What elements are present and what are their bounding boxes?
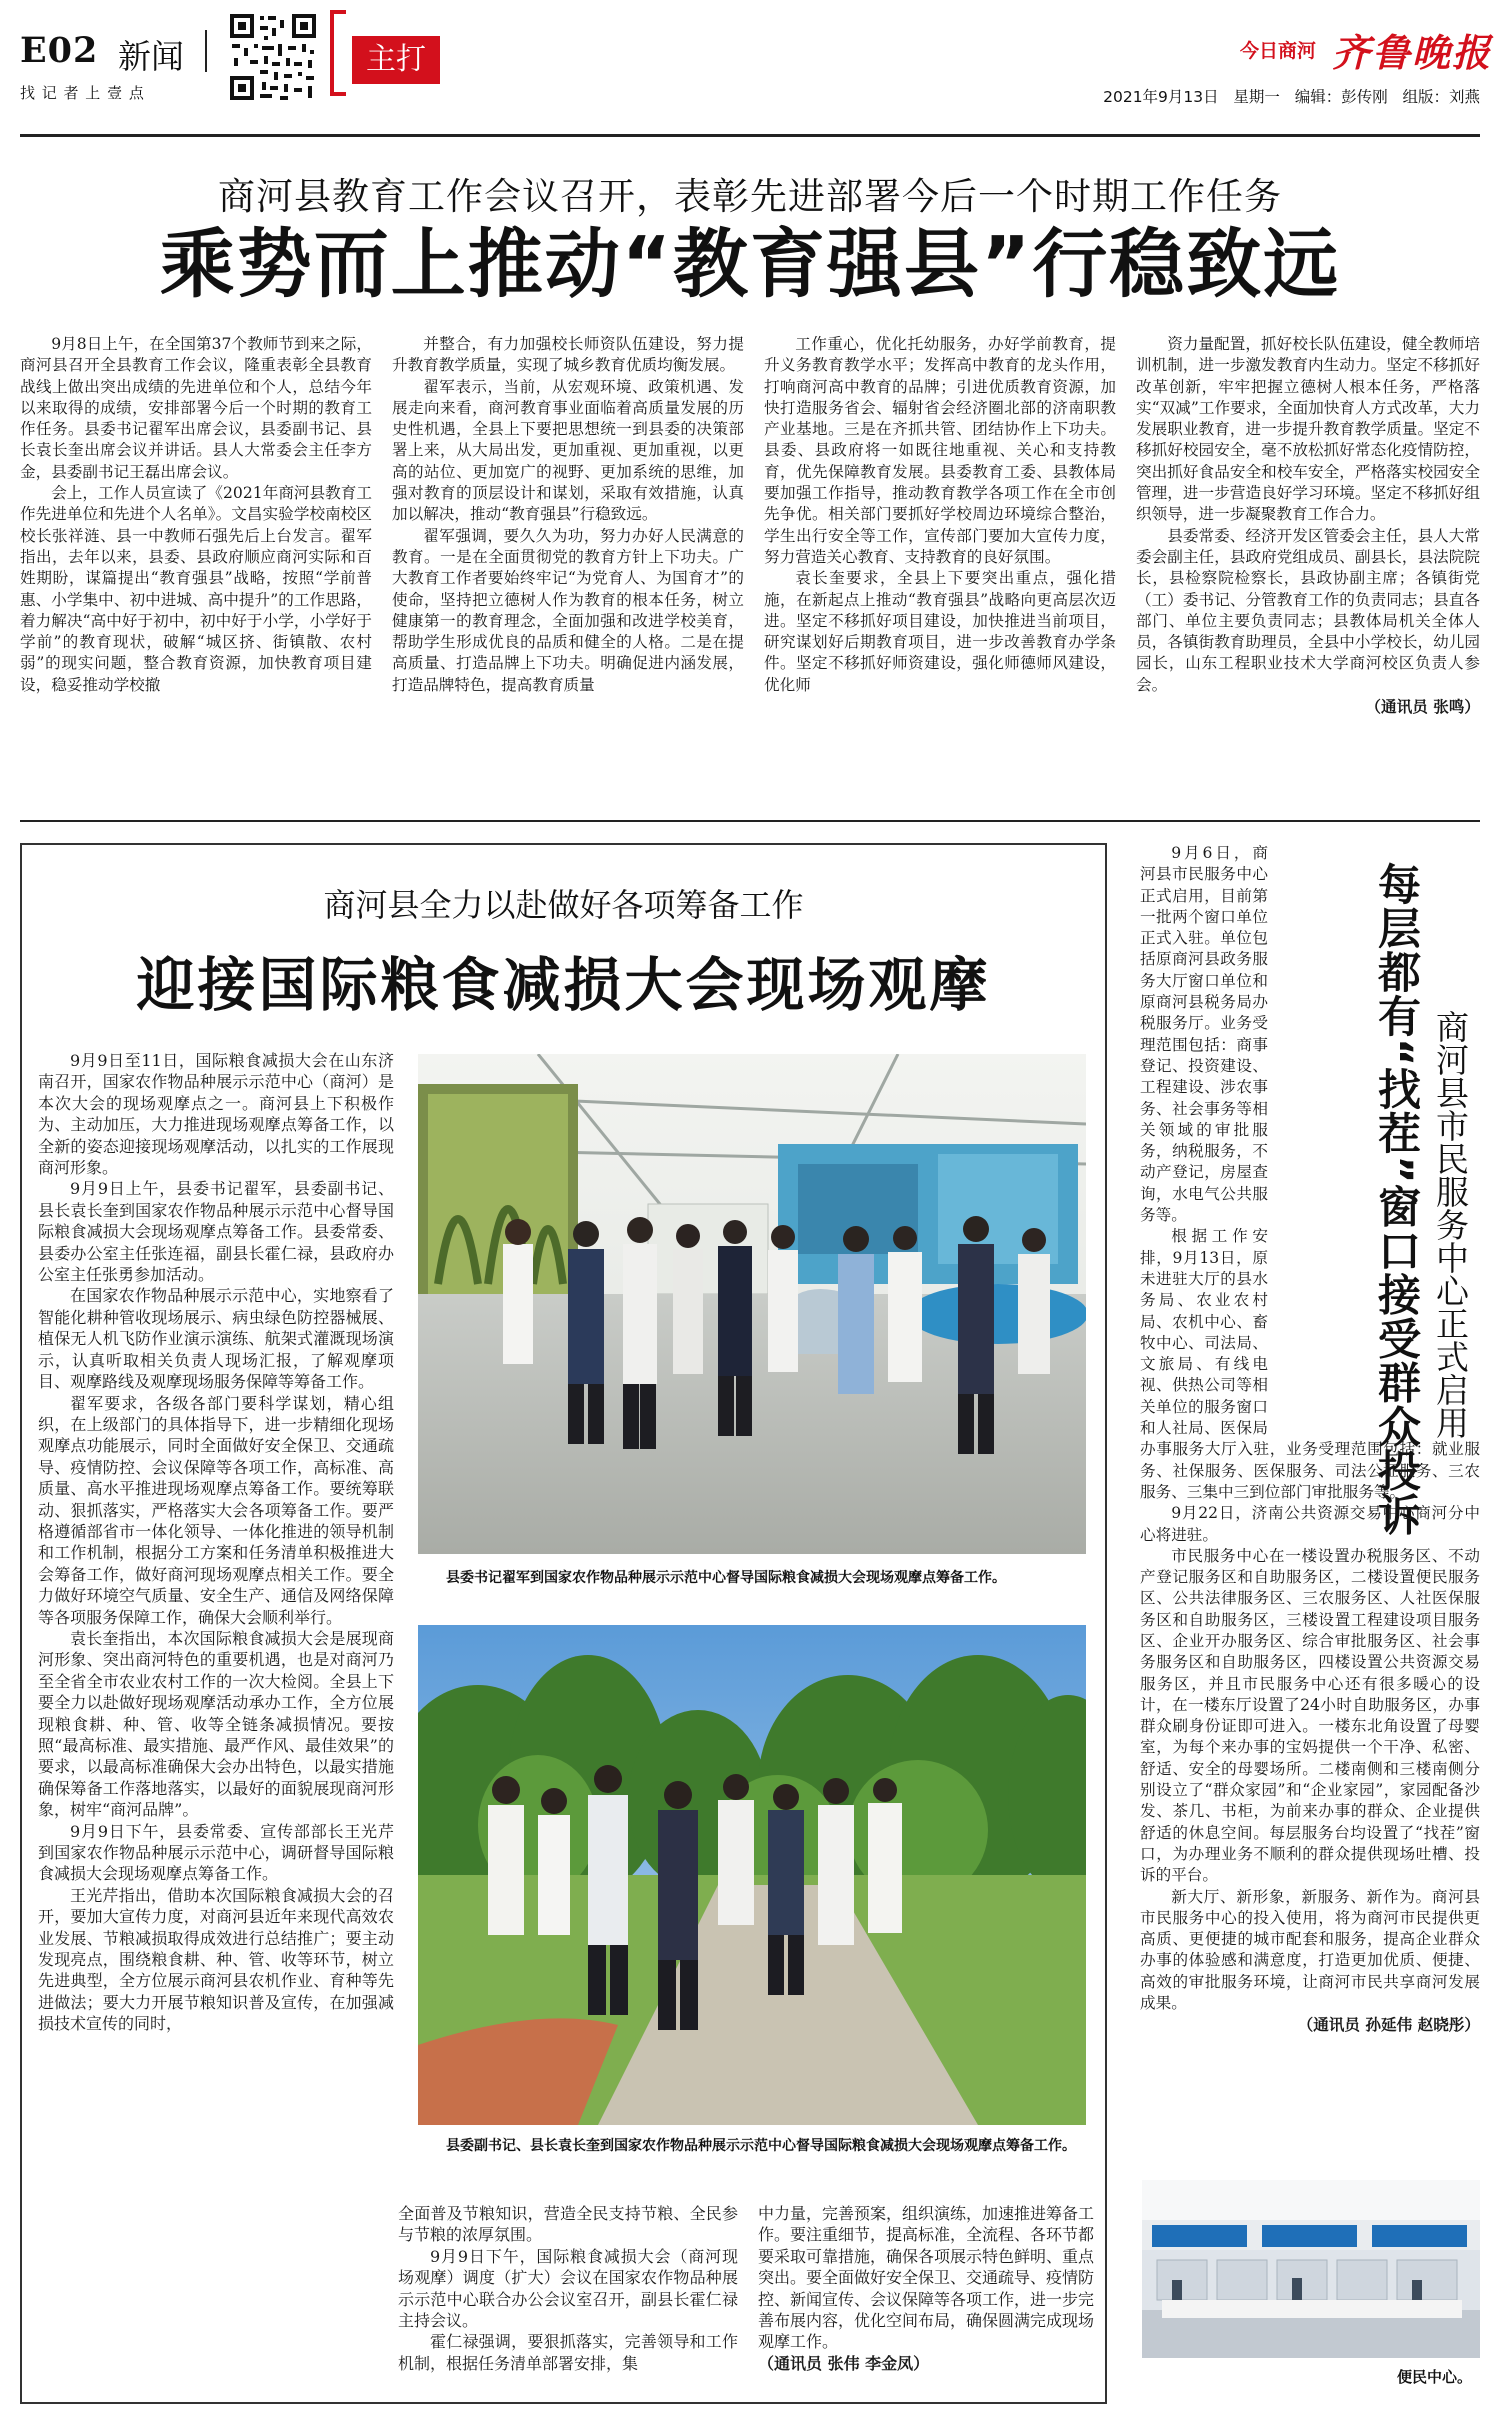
section-rule <box>20 820 1480 822</box>
lead-paragraph: 工作重心，优化托幼服务，办好学前教育，提升义务教育教学水平；发挥高中教育的龙头作用，打响商河高中教育的品牌；引进优质教育资源，加快打造服务省会、辐射省会经济圈北部的济南职教产业基地。三是在齐抓共管、团结协作上下功夫。县委、县政府将一如既往地重视、关心和支持教育，优先保障教育发展。县委教育工委、县教体局要加强工作指导，推动教育教学各项工作在全市创先争优。相关部门要抓好学校周边环境综合整治，学生出行安全等工作，宣传部门要加大宣传力度，努力营造关心教育、支持教育的良好氛围。 <box>764 335 1116 566</box>
food-paragraph: 袁长奎指出，本次国际粮食减损大会是展现商河形象、突出商河特色的重要机遇，也是对商河乃至全省全市农业农村工作的一次大检阅。全县上下要全力以赴做好现场观摩活动承办工作，全方位展现粮食耕、种、管、收等全链条减损情况。要按照“最高标准、最实措施、最严作风、最佳效果”的要求，以最高标准确保大会办出特色，以最实措施确保筹备工作落地落实，以最好的面貌展现商河形象，树牢“商河品牌”。 <box>38 1628 394 1820</box>
date-line: 2021年9月13日 星期一 编辑：彭传刚 组版：刘燕 <box>1103 88 1480 106</box>
lead-title: 乘势而上推动“教育强县”行稳致远 <box>159 220 1341 308</box>
lead-paragraph: 袁长奎要求，全县上下要突出重点，强化措施，在新起点上推动“教育强县”战略向更高层次迈进。坚定不移抓好项目建设，加快推进当前项目，研究谋划好后期教育项目，进一步改善教育办学条件。坚定不移抓好师资建设，强化师德师风建设，优化师 <box>764 569 1116 694</box>
lead-byline: （通讯员 张鸣） <box>1365 697 1480 717</box>
lead-column-2 <box>392 334 744 802</box>
lead-column-4 <box>1136 334 1480 802</box>
food-column-1 <box>38 1050 394 2390</box>
paper-sub-name: 今日商河 <box>1240 40 1317 62</box>
lead-column-3 <box>764 334 1116 802</box>
lead-paragraph: 9月8日上午，在全国第37个教师节到来之际，商河县召开全县教育工作会议，隆重表彰全县教育战线上做出突出成绩的先进单位和个人，总结今年以来取得的成绩，安排部署今后一个时期的教育工作任务。县委书记翟军出席会议，县委副书记、县长袁长奎出席会议并讲话。县人大常委会主任李方金，县委副书记王磊出席会议。 <box>20 335 372 481</box>
qr-code-icon[interactable] <box>228 12 318 102</box>
food-paragraph: 在国家农作物品种展示示范中心，实地察看了智能化耕种管收现场展示、病虫绿色防控器械展、植保无人机飞防作业演示演练、航架式灌溉现场演示，认真听取相关负责人现场汇报，了解观摩项目、观摩路线及观摩现场服务保障等筹备工作。 <box>38 1286 394 1392</box>
service-paragraph: 9月6日，商河县市民服务中心正式启用，目前第一批两个窗口单位正式入驻。单位包括原商河县政务服务大厅窗口单位和原商河县税务局办税服务厅。业务受理范围包括：商事登记、投资建设、工程建设、涉农事务、社会事务等相关领域的审批服务，纳税服务，不动产登记，房屋查询，水电气公共服务等。 <box>1140 844 1268 1225</box>
food-byline: （通讯员 张伟 李金凤） <box>758 2353 930 2373</box>
food-column-2 <box>398 2203 738 2393</box>
food-title: 迎接国际粮食减损大会现场观摩 <box>136 951 991 1019</box>
food-column-3 <box>758 2203 1094 2393</box>
service-byline: （通讯员 孙延伟 赵晓彤） <box>1297 2015 1480 2035</box>
service-paragraph: 根据工作安排，9月13日，原未进驻大厅的县水务局、农业农村局、农机中心、畜牧中心、司法局、文旅局、有线电视、供热公司等相关单位的服务窗口和人社局、医保局办事服务大厅入驻，业务受理范围包括：就业服务、社保服务、医保服务、司法公证服务、三农服务、三集中三到位部门审批服务等。 <box>1140 1227 1480 1501</box>
lead-paragraph: 并整合，有力加强校长师资队伍建设，努力提升教育教学质量，实现了城乡教育优质均衡发展。 <box>392 335 744 375</box>
lead-subtitle: 商河县教育工作会议召开，表彰先进部署今后一个时期工作任务 <box>218 175 1282 218</box>
service-photo-caption: 便民中心。 <box>1396 2368 1472 2386</box>
lead-paragraph: 资力量配置，抓好校长队伍建设，健全教师培训机制，进一步激发教育内生动力。坚定不移抓好改革创新，牢牢把握立德树人根本任务，严格落实“双减”工作要求，全面加快育人方式改革，大力发展职业教育，进一步提升教育教学质量。坚定不移抓好校园安全，毫不放松抓好常态化疫情防控，突出抓好食品安全和校车安全，严格落实校园安全管理，进一步营造良好学习环境。坚定不移抓好组织领导，进一步凝聚教育工作合力。 <box>1136 335 1480 524</box>
section-tag: 主打 <box>352 36 440 84</box>
header-slogan: 找 记 者 上 壹 点 <box>20 84 145 102</box>
food-paragraph: 霍仁禄强调，要狠抓落实，完善领导和工作机制，根据任务清单部署安排，集 <box>398 2332 738 2373</box>
lead-paragraph: 翟军强调，要久久为功，努力办好人民满意的教育。一是在全面贯彻党的教育方针上下功夫。广大教育工作者要始终牢记“为党育人、为国育才”的使命，坚持把立德树人作为教育的根本任务，树立健康第一的教育理念，全面加强和改进学校美育，帮助学生形成优良的品质和健全的人格。二是在提高质量、打造品牌上下功夫。明确促进内涵发展，打造品牌特色，提高教育质量 <box>392 526 744 694</box>
paper-name-logo: 齐鲁晚报 <box>1332 30 1493 75</box>
food-paragraph: 王光芹指出，借助本次国际粮食减损大会的召开，要加大宣传力度，对商河县近年来现代高效农业发展、节粮减损取得成效进行总结推广；要主动发现亮点，围绕粮食耕、种、管、收等环节，树立先进典型，全方位展示商河县农机作业、育种等先进做法；要大力开展节粮知识普及宣传，在加强减损技术宣传的同时， <box>38 1885 394 2034</box>
section-name: 新闻 <box>118 37 184 76</box>
page-number: E02 <box>20 30 99 71</box>
page-header <box>0 0 1500 125</box>
service-paragraph: 9月22日，济南公共资源交易中心商河分中心将进驻。 <box>1140 1504 1480 1544</box>
service-column <box>1140 843 1480 2093</box>
service-paragraph: 新大厅、新形象，新服务、新作为。商河县市民服务中心的投入使用，将为商河市民提供更高质、更便捷的城市配套和服务，提高企业群众办事的体验感和满意度，打造更加优质、便捷、高效的审批服务环境，让商河市民共享商河发展成果。 <box>1140 1887 1480 2013</box>
lead-paragraph: 会上，工作人员宣读了《2021年商河县教育工作先进单位和先进个人名单》。文昌实验学校南校区校长张祥涟、县一中教师石强先后上台发言。翟军指出，去年以来，县委、县政府顺应商河实际和百姓期盼，谋篇提出“教育强县”战略，按照“学前普惠、小学集中、初中进城、高中提升”的工作思路，着力解决“高中好于初中，初中好于小学，小学好于学前”的教育现状，破解“城区挤、街镇散、农村弱”的现实问题，整合教育资源，加快教育项目建设，稳妥推动学校撤 <box>20 484 372 694</box>
food-paragraph: 9月9日下午，县委常委、宣传部部长王光芹到国家农作物品种展示示范中心，调研督导国际粮食减损大会现场观摩点筹备工作。 <box>38 1821 394 1884</box>
photo-field-visit <box>418 1625 1086 2125</box>
photo-exhibition-hall <box>418 1054 1086 1554</box>
lead-column-1 <box>20 334 372 802</box>
food-paragraph: 9月9日下午，国际粮食减损大会（商河现场观摩）调度（扩大）会议在国家农作物品种展示示范中心联合办公会议室召开，副县长霍仁禄主持会议。 <box>398 2246 738 2331</box>
photo-caption-1: 县委书记翟军到国家农作物品种展示示范中心督导国际粮食减损大会现场观摩点筹备工作。 <box>446 1570 1006 1586</box>
service-paragraph: 市民服务中心在一楼设置办税服务区、不动产登记服务区和自助服务区，二楼设置便民服务区、公共法律服务区、三农服务区、人社医保服务区和自助服务区，三楼设置工程建设项目服务区、企业开办服务区、综合审批服务区、社会事务服务区和自助服务区，四楼设置公共资源交易服务区，并且市民服务中心还有很多暖心的设计，在一楼东厅设置了24小时自助服务区，办事群众刷身份证即可进入。一楼东北角设置了母婴室，为每个来办事的宝妈提供一个干净、私密、舒适、安全的母婴场所。二楼南侧和三楼南侧分别设立了“群众家园”和“企业家园”，家园配备沙发、茶几、书柜，为前来办事的群众、企业提供舒适的休息空间。每层服务台均设置了“找茬”窗口，为办理业务不顺利的群众提供现场吐槽、投诉的平台。 <box>1140 1546 1480 1885</box>
photo-service-hall <box>1142 2180 1480 2358</box>
food-paragraph: 全面普及节粮知识，营造全民支持节粮、全民参与节粮的浓厚氛围。 <box>398 2204 738 2245</box>
header-divider <box>205 30 207 72</box>
food-paragraph: 中力量，完善预案，组织演练，加速推进筹备工作。要注重细节，提高标准，全流程、各环节都要采取可靠措施，确保各项展示特色鲜明、重点突出。要全面做好安全保卫、交通疏导、疫情防控、新闻宣传、会议保障等各项工作，进一步完善布展内容，优化空间布局，确保圆满完成现场观摩工作。 <box>758 2204 1094 2352</box>
service-subtitle-text: 商河县市民服务中心正式启用 <box>1431 1010 1470 1439</box>
title-float-spacer <box>1268 843 1480 1433</box>
service-title-text: 每层都有“找茬”窗口接受群众投诉 <box>1371 862 1421 1537</box>
lead-paragraph: 县委常委、经济开发区管委会主任，县人大常委会副主任，县政府党组成员、副县长，县法院院长，县检察院检察长，县政协副主席；各镇街党（工）委书记、分管教育工作的负责同志；县直各部门、单位主要负责同志；县教体局机关全体人员，各镇街教育助理员，全县中小学校长，幼儿园园长，山东工程职业技术大学商河校区负责人参会。 <box>1136 526 1480 694</box>
header-rule <box>20 134 1480 137</box>
food-paragraph: 9月9日至11日，国际粮食减损大会在山东济南召开，国家农作物品种展示示范中心（商河）是本次大会的现场观摩点之一。商河县上下积极作为、主动加压，大力推进现场观摩点筹备工作，以全新的姿态迎接现场观摩活动，以扎实的工作展现商河形象。 <box>38 1051 394 1178</box>
photo-caption-2: 县委副书记、县长袁长奎到国家农作物品种展示示范中心督导国际粮食减损大会现场观摩点筹备工作。 <box>446 2138 1076 2154</box>
food-subtitle: 商河县全力以赴做好各项筹备工作 <box>323 886 804 924</box>
food-paragraph: 9月9日上午，县委书记翟军，县委副书记、县长袁长奎到国家农作物品种展示示范中心督导国际粮食减损大会现场观摩点筹备工作。县委常委、县委办公室主任张连福，副县长霍仁禄，县政府办公室主任张勇参加活动。 <box>38 1179 394 1285</box>
food-paragraph: 翟军要求，各级各部门要科学谋划，精心组织，在上级部门的具体指导下，进一步精细化现场观摩点功能展示，同时全面做好安全保卫、交通疏导、疫情防控、会议保障等各项工作，高标准、高质量、高水平推进现场观摩点筹备工作。要统筹联动、狠抓落实，严格落实大会各项筹备工作。要严格遵循部省市一体化领导、一体化推进的领导机制和工作机制，根据分工方案和任务清单积极推进大会筹备工作，做好商河现场观摩点相关工作。要全力做好环境空气质量、安全生产、通信及网络保障等各项服务保障工作，确保大会顺利举行。 <box>38 1393 394 1627</box>
tag-bracket <box>330 10 346 96</box>
lead-paragraph: 翟军表示，当前，从宏观环境、政策机遇、发展走向来看，商河教育事业面临着高质量发展的历史性机遇，全县上下要把思想统一到县委的决策部署上来，从大局出发，更加重视、更加重视，以更高的站位、更加宽广的视野、更加系统的思维，加强对教育的顶层设计和谋划，采取有效措施，认真加以解决，推动“教育强县”行稳致远。 <box>392 377 744 524</box>
